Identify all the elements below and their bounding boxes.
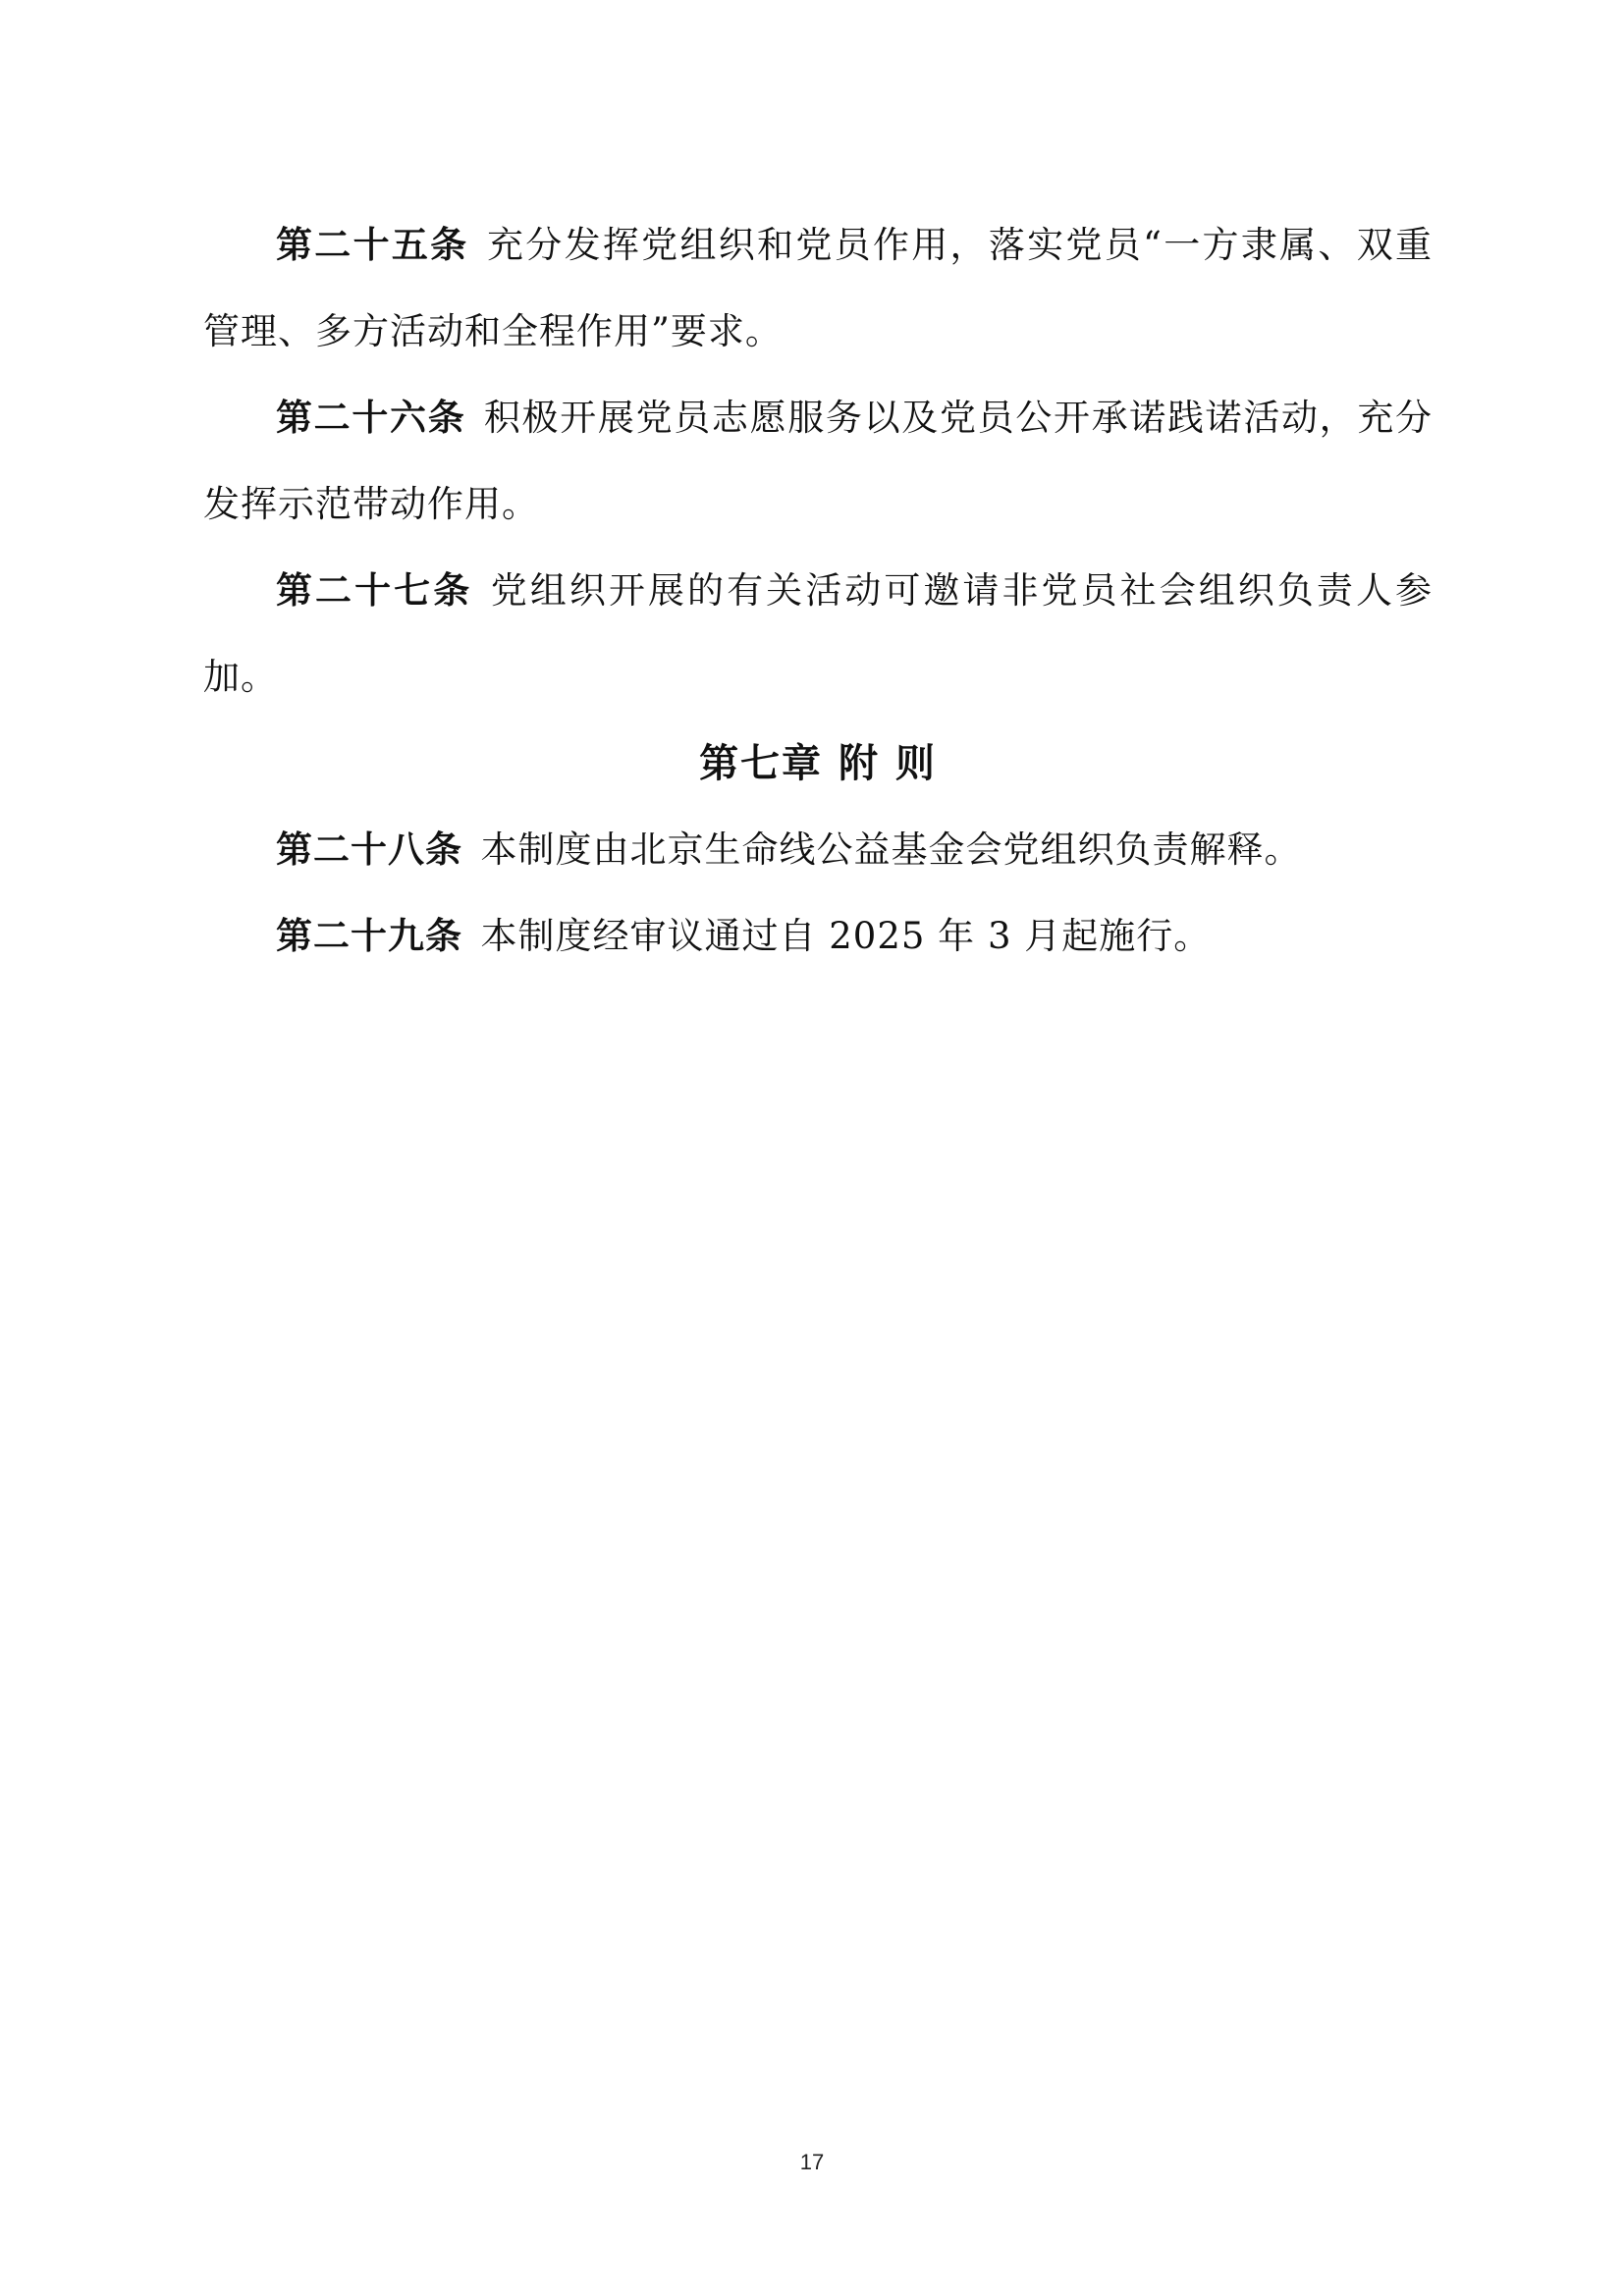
article-label: 第二十八条 [276, 828, 462, 871]
article-28 [203, 807, 1433, 893]
article-text: 党组织开展的有关活动可邀请非党员社会组织负责人参加。 [203, 569, 1434, 698]
article-25 [203, 202, 1433, 375]
chapter-title: 第七章 附 则 [699, 741, 937, 786]
article-text: 充分发挥党组织和党员作用，落实党员“一方隶属、双重管理、多方活动和全程作用”要求。 [203, 224, 1433, 352]
page-number: 17 [799, 2150, 825, 2174]
article-26 [203, 375, 1433, 548]
article-text: 本制度由北京生命线公益基金会党组织负责解释。 [480, 828, 1302, 871]
article-text: 积极开展党员志愿服务以及党员公开承诺践诺活动，充分发挥示范带动作用。 [203, 397, 1434, 525]
article-label: 第二十七条 [276, 569, 473, 612]
article-29 [203, 893, 1433, 980]
article-label: 第二十九条 [276, 915, 462, 957]
article-label: 第二十六条 [276, 397, 466, 439]
page-content [203, 202, 1433, 980]
article-label: 第二十五条 [276, 224, 469, 266]
article-text: 本制度经审议通过自 2025 年 3 月起施行。 [480, 915, 1212, 957]
article-27 [203, 548, 1433, 721]
